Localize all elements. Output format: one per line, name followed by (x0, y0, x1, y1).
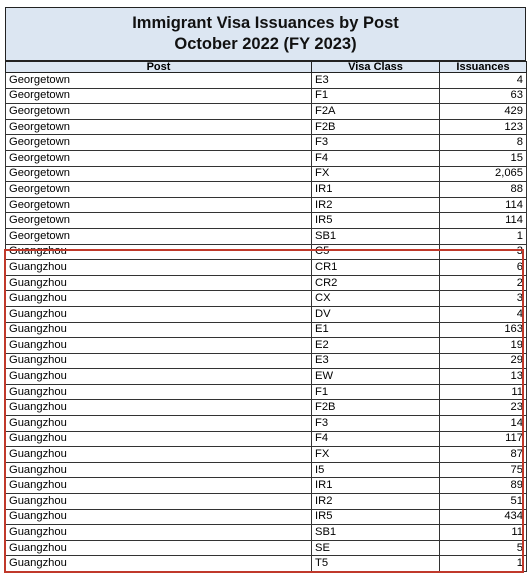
issuances-cell: 87 (440, 447, 527, 463)
table-row (6, 462, 527, 478)
post-cell: Georgetown (6, 135, 312, 151)
visa-class-cell: IR5 (312, 213, 440, 229)
table-row (6, 322, 527, 338)
post-cell: Georgetown (6, 182, 312, 198)
post-cell: Guangzhou (6, 306, 312, 322)
issuances-cell: 89 (440, 478, 527, 494)
table-row (6, 244, 527, 260)
table-row (6, 213, 527, 229)
visa-class-cell: IR5 (312, 509, 440, 525)
issuances-cell: 1 (440, 556, 527, 572)
issuances-cell: 19 (440, 338, 527, 354)
visa-class-cell: F2A (312, 104, 440, 120)
visa-issuance-sheet (5, 7, 526, 572)
table-row (6, 556, 527, 572)
issuances-cell: 123 (440, 119, 527, 135)
issuances-cell: 8 (440, 135, 527, 151)
issuances-cell: 23 (440, 400, 527, 416)
issuances-cell: 51 (440, 494, 527, 510)
table-row (6, 540, 527, 556)
post-cell: Georgetown (6, 150, 312, 166)
post-cell: Guangzhou (6, 525, 312, 541)
issuances-cell: 3 (440, 291, 527, 307)
issuances-cell: 114 (440, 197, 527, 213)
issuances-cell: 1 (440, 228, 527, 244)
visa-class-cell: C5 (312, 244, 440, 260)
table-row (6, 166, 527, 182)
post-cell: Guangzhou (6, 540, 312, 556)
post-cell: Guangzhou (6, 462, 312, 478)
post-cell: Guangzhou (6, 447, 312, 463)
post-cell: Guangzhou (6, 275, 312, 291)
post-cell: Guangzhou (6, 353, 312, 369)
title-box (5, 7, 526, 61)
issuances-cell: 163 (440, 322, 527, 338)
post-cell: Guangzhou (6, 291, 312, 307)
table-row (6, 119, 527, 135)
table-row (6, 104, 527, 120)
table-row (6, 291, 527, 307)
post-cell: Guangzhou (6, 260, 312, 276)
table-row (6, 275, 527, 291)
visa-class-cell: DV (312, 306, 440, 322)
table-row (6, 431, 527, 447)
header-row (6, 62, 527, 73)
visa-class-cell: CR2 (312, 275, 440, 291)
visa-class-cell: SB1 (312, 525, 440, 541)
visa-class-cell: SE (312, 540, 440, 556)
table-body (6, 73, 527, 572)
issuances-cell: 75 (440, 462, 527, 478)
visa-class-cell: F2B (312, 400, 440, 416)
table-row (6, 73, 527, 89)
post-cell: Georgetown (6, 166, 312, 182)
issuances-cell: 6 (440, 260, 527, 276)
table-row (6, 369, 527, 385)
visa-class-cell: T5 (312, 556, 440, 572)
column-header-post: Post (6, 62, 312, 73)
post-cell: Guangzhou (6, 384, 312, 400)
issuances-cell: 4 (440, 73, 527, 89)
table-row (6, 353, 527, 369)
issuances-cell: 15 (440, 150, 527, 166)
issuances-cell: 11 (440, 384, 527, 400)
table-row (6, 338, 527, 354)
table-row (6, 88, 527, 104)
post-cell: Georgetown (6, 88, 312, 104)
issuances-cell: 117 (440, 431, 527, 447)
issuances-cell: 434 (440, 509, 527, 525)
visa-class-cell: F3 (312, 135, 440, 151)
table-row (6, 182, 527, 198)
visa-class-cell: F4 (312, 431, 440, 447)
issuances-cell: 11 (440, 525, 527, 541)
issuances-cell: 114 (440, 213, 527, 229)
table-row (6, 260, 527, 276)
column-header-visa-class: Visa Class (312, 62, 440, 73)
visa-class-cell: F2B (312, 119, 440, 135)
visa-class-cell: FX (312, 447, 440, 463)
report-period: October 2022 (FY 2023) (174, 35, 357, 53)
post-cell: Georgetown (6, 73, 312, 89)
visa-class-cell: CX (312, 291, 440, 307)
table-row (6, 150, 527, 166)
post-cell: Guangzhou (6, 478, 312, 494)
post-cell: Guangzhou (6, 322, 312, 338)
issuances-cell: 63 (440, 88, 527, 104)
visa-class-cell: IR2 (312, 494, 440, 510)
visa-class-cell: CR1 (312, 260, 440, 276)
post-cell: Guangzhou (6, 509, 312, 525)
issuance-table (5, 61, 527, 572)
visa-class-cell: F1 (312, 384, 440, 400)
table-row (6, 447, 527, 463)
table-row (6, 416, 527, 432)
post-cell: Guangzhou (6, 494, 312, 510)
post-cell: Georgetown (6, 119, 312, 135)
visa-class-cell: F3 (312, 416, 440, 432)
post-cell: Guangzhou (6, 338, 312, 354)
issuances-cell: 5 (440, 540, 527, 556)
post-cell: Georgetown (6, 197, 312, 213)
visa-class-cell: E3 (312, 353, 440, 369)
visa-class-cell: E3 (312, 73, 440, 89)
table-row (6, 509, 527, 525)
visa-class-cell: F1 (312, 88, 440, 104)
visa-class-cell: IR1 (312, 478, 440, 494)
post-cell: Guangzhou (6, 431, 312, 447)
visa-class-cell: FX (312, 166, 440, 182)
table-row (6, 400, 527, 416)
issuances-cell: 14 (440, 416, 527, 432)
table-row (6, 197, 527, 213)
issuances-cell: 2 (440, 275, 527, 291)
post-cell: Guangzhou (6, 400, 312, 416)
issuances-cell: 4 (440, 306, 527, 322)
visa-class-cell: IR1 (312, 182, 440, 198)
issuances-cell: 13 (440, 369, 527, 385)
issuances-cell: 3 (440, 244, 527, 260)
visa-class-cell: E2 (312, 338, 440, 354)
visa-class-cell: EW (312, 369, 440, 385)
table-row (6, 384, 527, 400)
post-cell: Guangzhou (6, 416, 312, 432)
issuances-cell: 429 (440, 104, 527, 120)
post-cell: Georgetown (6, 213, 312, 229)
post-cell: Georgetown (6, 228, 312, 244)
visa-class-cell: IR2 (312, 197, 440, 213)
post-cell: Guangzhou (6, 556, 312, 572)
post-cell: Georgetown (6, 104, 312, 120)
post-cell: Guangzhou (6, 244, 312, 260)
issuances-cell: 29 (440, 353, 527, 369)
column-header-issuances: Issuances (440, 62, 527, 73)
issuances-cell: 2,065 (440, 166, 527, 182)
issuances-cell: 88 (440, 182, 527, 198)
table-row (6, 135, 527, 151)
table-row (6, 228, 527, 244)
visa-class-cell: F4 (312, 150, 440, 166)
table-row (6, 525, 527, 541)
report-title: Immigrant Visa Issuances by Post (132, 14, 399, 32)
post-cell: Guangzhou (6, 369, 312, 385)
table-row (6, 494, 527, 510)
table-row (6, 478, 527, 494)
visa-class-cell: I5 (312, 462, 440, 478)
visa-class-cell: E1 (312, 322, 440, 338)
visa-class-cell: SB1 (312, 228, 440, 244)
table-row (6, 306, 527, 322)
